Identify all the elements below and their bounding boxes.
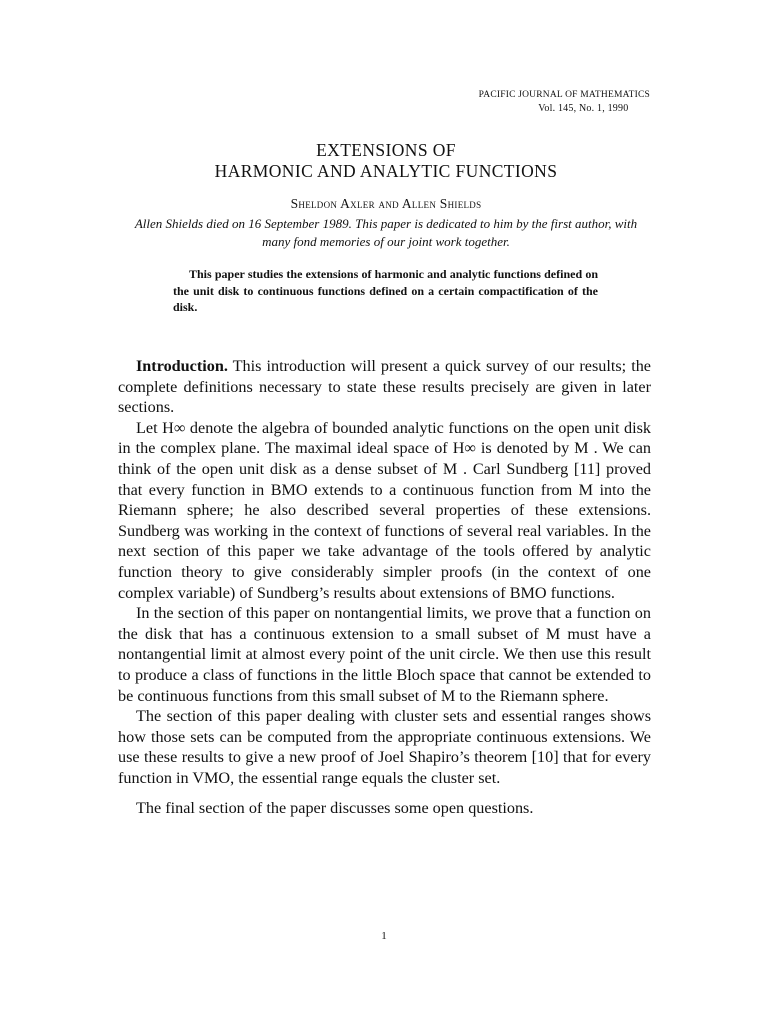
paragraph-introduction <box>118 356 651 418</box>
journal-header <box>479 88 650 116</box>
dedication: Allen Shields died on 16 September 1989. This paper is dedicated to him by the first author, with many fond memories of our joint work together. <box>134 216 638 249</box>
paragraph-4: The section of this paper dealing with cluster sets and essential ranges shows how those sets can be computed from the appropriate continuous extensions. We use these results to give a new proof of Joel Shapiro’s theorem [10] that for every function in VMO, the essential range equals the cluster set. <box>118 707 651 787</box>
introduction-text: This introduction will present a quick survey of our results; the complete definitions necessary to state these results precisely are given in later sections. <box>118 357 651 417</box>
page-number: 1 <box>381 930 387 942</box>
paragraph-3: In the section of this paper on nontangential limits, we prove that a function on the disk that has a continuous extension to a small subset of M must have a nontangential limit at almost every point of the unit circle. We then use this result to produce a class of functions in the little Bloch space that cannot be extended to be continuous functions from this small subset of M to the Riemann sphere. <box>118 604 651 705</box>
paragraph-2: Let H∞ denote the algebra of bounded analytic functions on the open unit disk in the complex plane. The maximal ideal space of H∞ is denoted by M . We can think of the open unit disk as a dense subset of M . Carl Sundberg [11] proved that every function in BMO extends to a continuous function from M into the Riemann sphere; he also described several properties of these extensions. Sundberg was working in the context of functions of several real variables. In the next section of this paper we take advantage of the tools offered by analytic function theory to give considerably simpler proofs (in the context of one complex variable) of Sundberg’s results about extensions of BMO functions. <box>118 418 651 602</box>
paragraph-5: The final section of the paper discusses some open questions. <box>136 799 534 818</box>
paper-title-line-1: EXTENSIONS OF <box>316 140 456 160</box>
journal-volume: Vol. 145, No. 1, 1990 <box>538 103 629 114</box>
paper-title-line-2: HARMONIC AND ANALYTIC FUNCTIONS <box>214 161 558 181</box>
journal-name: PACIFIC JOURNAL OF MATHEMATICS <box>478 90 650 100</box>
abstract: This paper studies the extensions of harmonic and analytic functions defined on the unit disk to continuous functions defined on a certain compactification of the disk. <box>173 267 598 314</box>
body-text <box>118 356 651 819</box>
title-block <box>118 140 654 251</box>
introduction-heading: Introduction. <box>136 357 228 375</box>
authors: Sheldon Axler and Allen Shields <box>290 196 482 211</box>
